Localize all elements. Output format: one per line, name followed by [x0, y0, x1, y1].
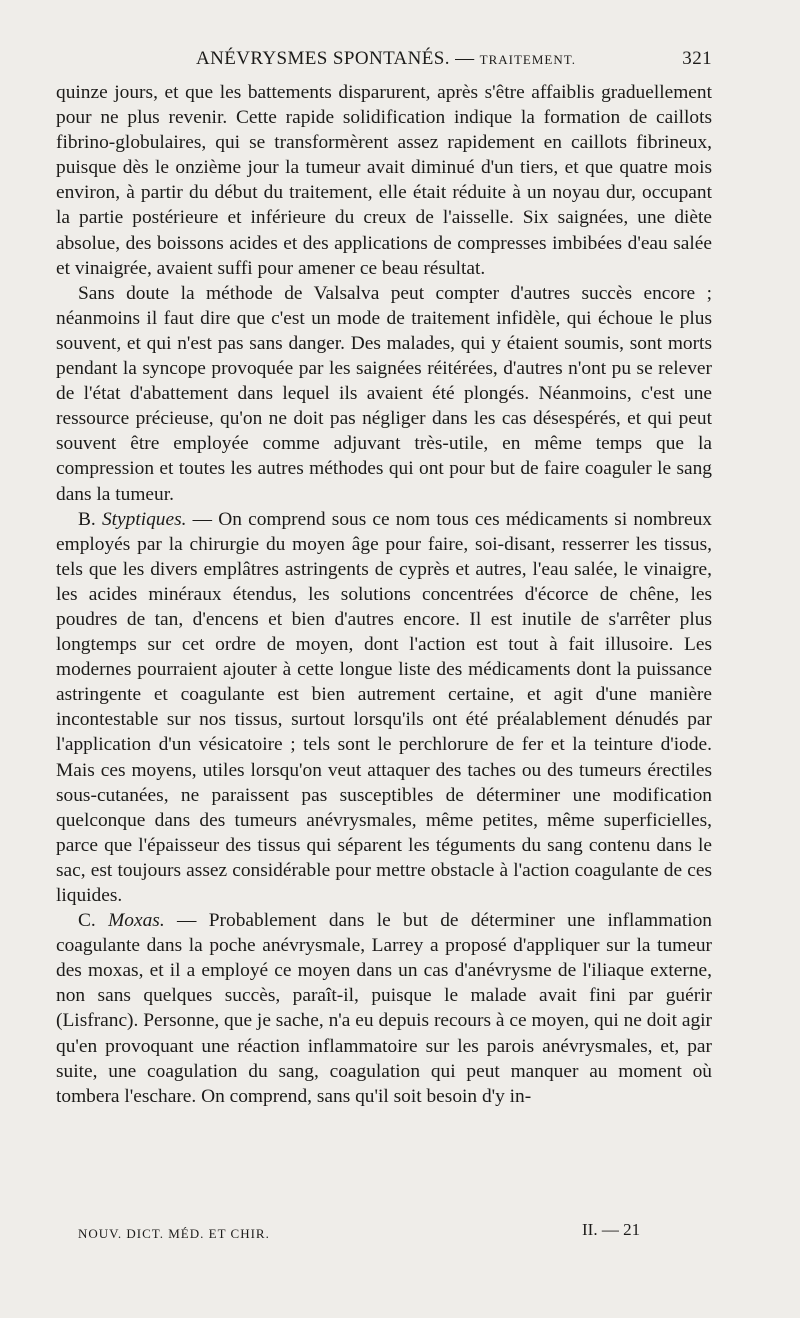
- paragraph-1: [56, 80, 712, 281]
- paragraph-moxas: [56, 908, 712, 1109]
- paragraph-styptiques: [56, 507, 712, 909]
- page-number: 321: [682, 48, 712, 69]
- running-title-text: ANÉVRYSMES SPONTANÉS.: [196, 48, 450, 69]
- paragraph-2-text: Sans doute la méthode de Valsalva peut compter d'autres succès encore ; néanmoins il faut dire que c'est un mode de traitement infidèle, qui échoue le plus souvent, et qui n'est pas sans danger. Des malades, qui y étaient soumis, sont morts pendant la syncope provoquée par les saignées réitérées, d'autres n'ont pu se relever de l'état d'abattement dans lequel ils avaient été plongés. Néanmoins, c'est une ressource précieuse, qu'on ne doit pas négliger dans les cas désespérés, et qui peut souvent être employée comme adjuvant très-utile, en même temps que la compression et toutes les autres méthodes qui ont pour but de faire coaguler le sang dans la tumeur.: [56, 282, 712, 505]
- paragraph-moxas-text: — Probablement dans le but de déterminer une inflammation coagulante dans la poche anévrysmale, Larrey a proposé d'appliquer sur la tumeur des moxas, et il a employé ce moyen dans un cas d'anévrysme de l'iliaque externe, non sans quelques succès, paraît-il, puisque le malade avait fini par guérir (Lisfranc). Personne, que je sache, n'a eu depuis recours à ce moyen, qui ne doit agir qu'en provoquant une réaction inflammatoire sur les parois anévrysmales, et, par suite, une coagulation du sang, coagulation qui peut manquer au moment où tombera l'eschare. On comprend, sans qu'il soit besoin d'y in-: [56, 910, 712, 1107]
- section-heading-moxas: Moxas.: [108, 910, 165, 932]
- section-heading-styptiques: Styptiques.: [101, 508, 187, 530]
- section-letter-c: C.: [78, 910, 109, 932]
- paragraph-1-text: quinze jours, et que les battements disparurent, après s'être affaiblis graduellement pour ne plus revenir. Cette rapide solidification indique la formation de caillots fibrino-globulaires, qui se transformèrent assez rapidement en caillots fibrineux, puisque dès le onzième jour la tumeur avait diminué d'un tiers, et que quatre mois environ, à partir du début du traitement, elle était réduite à un noyau dur, occupant la partie postérieure et inférieure du creux de l'aisselle. Six saignées, une diète absolue, des boissons acides et des applications de compresses imbibées d'eau salée et vinaigrée, avaient suffi pour amener ce beau résultat.: [56, 82, 712, 279]
- header-dash: —: [455, 48, 475, 69]
- running-header: [56, 48, 712, 78]
- footer-volume: II. — 21: [582, 1220, 641, 1239]
- footer-signature: NOUV. DICT. MÉD. ET CHIR.: [78, 1226, 270, 1241]
- running-title: [196, 48, 576, 70]
- paragraph-2: [56, 281, 712, 507]
- page-footer: [78, 1222, 678, 1246]
- section-title: TRAITEMENT.: [479, 52, 576, 67]
- section-letter-b: B.: [78, 508, 102, 530]
- body-text: [56, 80, 712, 1109]
- paragraph-styptiques-text: — On comprend sous ce nom tous ces médicaments si nombreux employés par la chirurgie du moyen âge pour faire, soi-disant, resserrer les tissus, tels que les divers emplâtres astringents de cyprès et autres, l'eau salée, le vinaigre, les acides minéraux étendus, les solutions concentrées d'écorce de chêne, les poudres de tan, d'encens et bien d'autres encore. Il est inutile de s'arrêter plus longtemps sur cet ordre de moyen, dont l'action est tout à fait illusoire. Les modernes pourraient ajouter à cette longue liste des médicaments dont la puissance astringente et coagulante est bien autrement certaine, et agit d'une manière incontestable sur nos tissus, surtout lorsqu'ils ont été préalablement dénudés par l'application d'un vésicatoire ; tels sont le perchlorure de fer et la teinture d'iode. Mais ces moyens, utiles lorsqu'on veut attaquer des taches ou des tumeurs érectiles sous-cutanées, ne paraissent pas susceptibles de déterminer une modification quelconque dans des tumeurs anévrysmales, même petites, même superficielles, parce que l'épaisseur des tissus qui séparent les téguments du sang contenu dans le sac, est toujours assez considérable pour mettre obstacle à l'action coagulante de ces liquides.: [56, 508, 712, 906]
